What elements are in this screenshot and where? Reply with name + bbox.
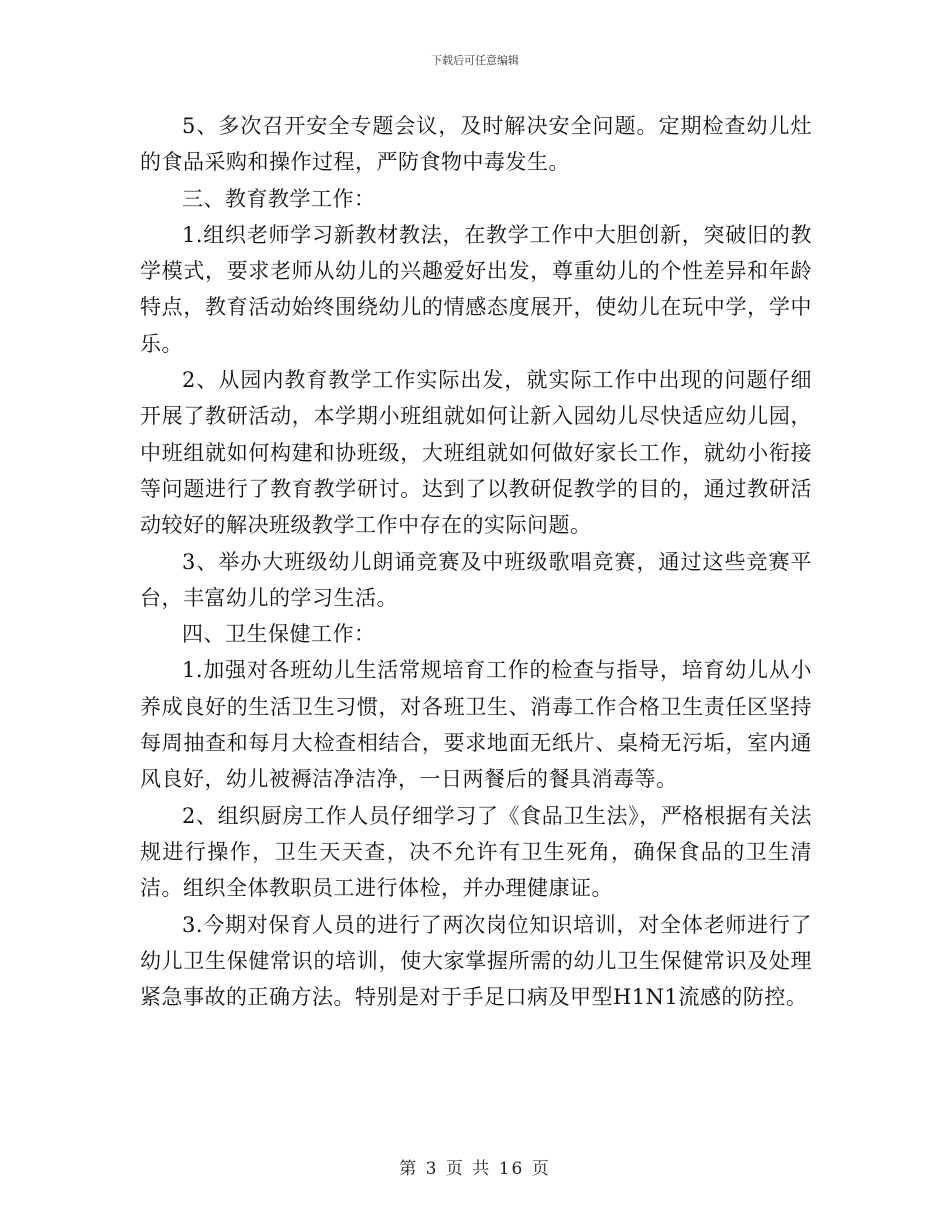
document-body (140, 108, 812, 1015)
page-header: 下载后可任意编辑 (431, 54, 519, 67)
paragraph-teaching-1: 1.组织老师学习新教材教法，在教学工作中大胆创新，突破旧的教学模式，要求老师从幼儿的兴趣爱好出发，尊重幼儿的个性差异和年龄特点，教育活动始终围绕幼儿的情感态度展开，使幼儿在玩中学，学中乐。 (140, 222, 812, 356)
page-number-footer: 第 3 页 共 16 页 (399, 1159, 551, 1179)
paragraph-health-1: 1.加强对各班幼儿生活常规培育工作的检查与指导，培育幼儿从小养成良好的生活卫生习惯，对各班卫生、消毒工作合格卫生责任区坚持每周抽查和每月大检查相结合，要求地面无纸片、桌椅无污垢，室内通风良好，幼儿被褥洁净洁净，一日两餐后的餐具消毒等。 (140, 658, 812, 792)
section-heading-health: 四、卫生保健工作： (182, 622, 376, 647)
paragraph-teaching-3: 3、举办大班级幼儿朗诵竞赛及中班级歌唱竞赛，通过这些竞赛平台，丰富幼儿的学习生活。 (140, 549, 812, 610)
paragraph-health-3: 3.今期对保育人员的进行了两次岗位知识培训，对全体老师进行了幼儿卫生保健常识的培训，使大家掌握所需的幼儿卫生保健常识及处理紧急事故的正确方法。特别是对于手足口病及甲型H1N1流感的防控。 (140, 912, 812, 1010)
paragraph-teaching-2: 2、从园内教育教学工作实际出发，就实际工作中出现的问题仔细开展了教研活动，本学期小班组就如何让新入园幼儿尽快适应幼儿园，中班组就如何构建和协班级，大班组就如何做好家长工作，就幼小衔接等问题进行了教育教学研讨。达到了以教研促教学的目的，通过教研活动较好的解决班级教学工作中存在的实际问题。 (140, 368, 812, 538)
paragraph-safety-meetings: 5、多次召开安全专题会议，及时解决安全问题。定期检查幼儿灶的食品采购和操作过程，严防食物中毒发生。 (140, 114, 812, 175)
section-heading-teaching: 三、教育教学工作： (182, 186, 376, 211)
paragraph-health-2: 2、组织厨房工作人员仔细学习了《食品卫生法》，严格根据有关法规进行操作，卫生天天查，决不允许有卫生死角，确保食品的卫生清洁。组织全体教职员工进行体检，并办理健康证。 (140, 803, 812, 901)
